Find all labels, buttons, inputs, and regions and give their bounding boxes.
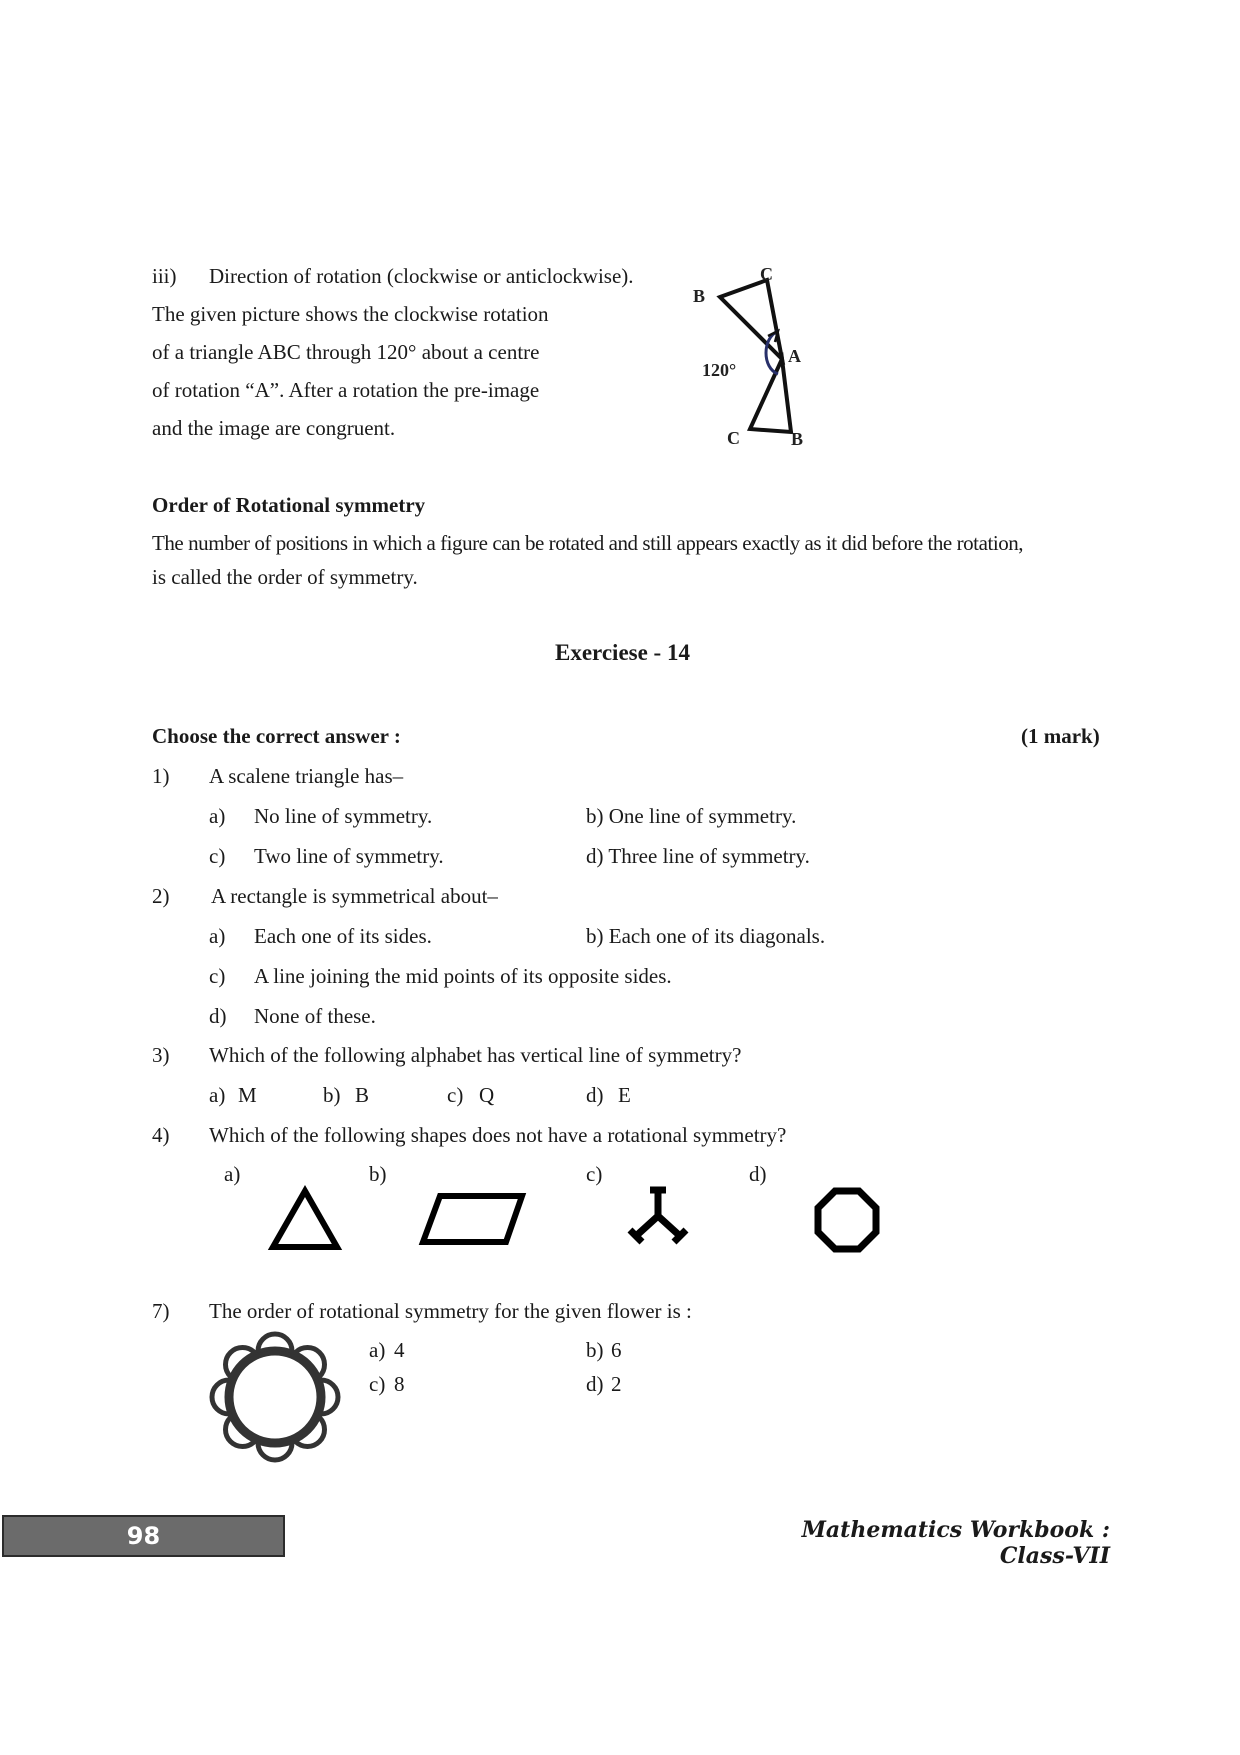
option-label: d) (749, 1162, 767, 1186)
option-text: 8 (394, 1372, 405, 1396)
option-text: b) Each one of its diagonals. (586, 924, 826, 948)
question-text: The order of rotational symmetry for the given flower is : (209, 1299, 692, 1323)
exercise-title: Exerciese - 14 (555, 640, 690, 665)
flower-icon (210, 1332, 340, 1462)
option-label: b) (323, 1083, 341, 1107)
question-text: Which of the following alphabet has vertical line of symmetry? (209, 1043, 742, 1067)
option-label: c) (369, 1372, 386, 1396)
option-label: a) (209, 804, 226, 828)
option-label: c) (209, 844, 226, 868)
option-label: c) (586, 1162, 603, 1186)
option-label: d) (209, 1004, 227, 1028)
option-label: c) (447, 1083, 464, 1107)
option-text: b) One line of symmetry. (586, 804, 797, 828)
triangle-shape-icon (268, 1185, 342, 1253)
intro-heading: Direction of rotation (clockwise or anticlockwise). (209, 264, 634, 288)
rotation-figure (680, 262, 820, 452)
option-text: Q (479, 1083, 495, 1107)
option-label: d) (586, 1083, 604, 1107)
option-label: b) (586, 1338, 604, 1362)
question-number: 1) (152, 764, 170, 788)
option-label: a) (209, 1083, 226, 1107)
option-text: Two line of symmetry. (254, 844, 444, 868)
question-number: 3) (152, 1043, 170, 1067)
option-text: 4 (394, 1338, 405, 1362)
octagon-shape-icon (812, 1185, 882, 1255)
three-arm-shape-icon (622, 1180, 694, 1250)
option-text: A line joining the mid points of its opposite sides. (254, 964, 672, 988)
option-text: B (355, 1083, 370, 1107)
option-label: a) (209, 924, 226, 948)
option-text: None of these. (254, 1004, 376, 1028)
intro-item-number: iii) (152, 264, 177, 288)
label-a: A (788, 346, 801, 366)
page-number: 98 (2, 1515, 285, 1557)
label-c-top: C (760, 264, 773, 284)
option-text: d) Three line of symmetry. (586, 844, 810, 868)
label-c-bottom: C (727, 428, 740, 448)
option-text: M (238, 1083, 257, 1107)
option-text: Each one of its sides. (254, 924, 432, 948)
question-text: A rectangle is symmetrical about– (211, 884, 498, 908)
option-text: 2 (611, 1372, 622, 1396)
intro-line: The given picture shows the clockwise rotation (152, 302, 549, 326)
triangle-preimage (720, 280, 782, 359)
label-b-bottom: B (791, 429, 804, 449)
instructions-text: Choose the correct answer : (152, 724, 401, 748)
marks-label: (1 mark) (1021, 724, 1100, 748)
intro-line: of a triangle ABC through 120° about a centre (152, 340, 540, 364)
question-text: A scalene triangle has– (209, 764, 404, 788)
option-label: a) (224, 1162, 241, 1186)
intro-line: and the image are congruent. (152, 416, 396, 440)
question-number: 7) (152, 1299, 170, 1323)
option-text: E (618, 1083, 631, 1107)
question-text: Which of the following shapes does not have a rotational symmetry? (209, 1123, 787, 1147)
section-heading: Order of Rotational symmetry (152, 493, 426, 517)
parallelogram-shape-icon (418, 1190, 528, 1248)
section-body-line: is called the order of symmetry. (152, 565, 418, 589)
label-angle: 120° (702, 360, 737, 380)
question-number: 4) (152, 1123, 170, 1147)
option-label: d) (586, 1372, 604, 1396)
option-label: a) (369, 1338, 386, 1362)
question-number: 2) (152, 884, 170, 908)
option-label: b) (369, 1162, 387, 1186)
option-text: 6 (611, 1338, 622, 1362)
intro-line: of rotation “A”. After a rotation the pre-image (152, 378, 540, 402)
option-text: No line of symmetry. (254, 804, 433, 828)
option-label: c) (209, 964, 226, 988)
section-body-line: The number of positions in which a figure can be rotated and still appears exactly as it did before the rotation, (152, 531, 1024, 555)
footer-title: Mathematics Workbook : Class-VII (801, 1517, 1110, 1569)
label-b-top: B (693, 286, 706, 306)
